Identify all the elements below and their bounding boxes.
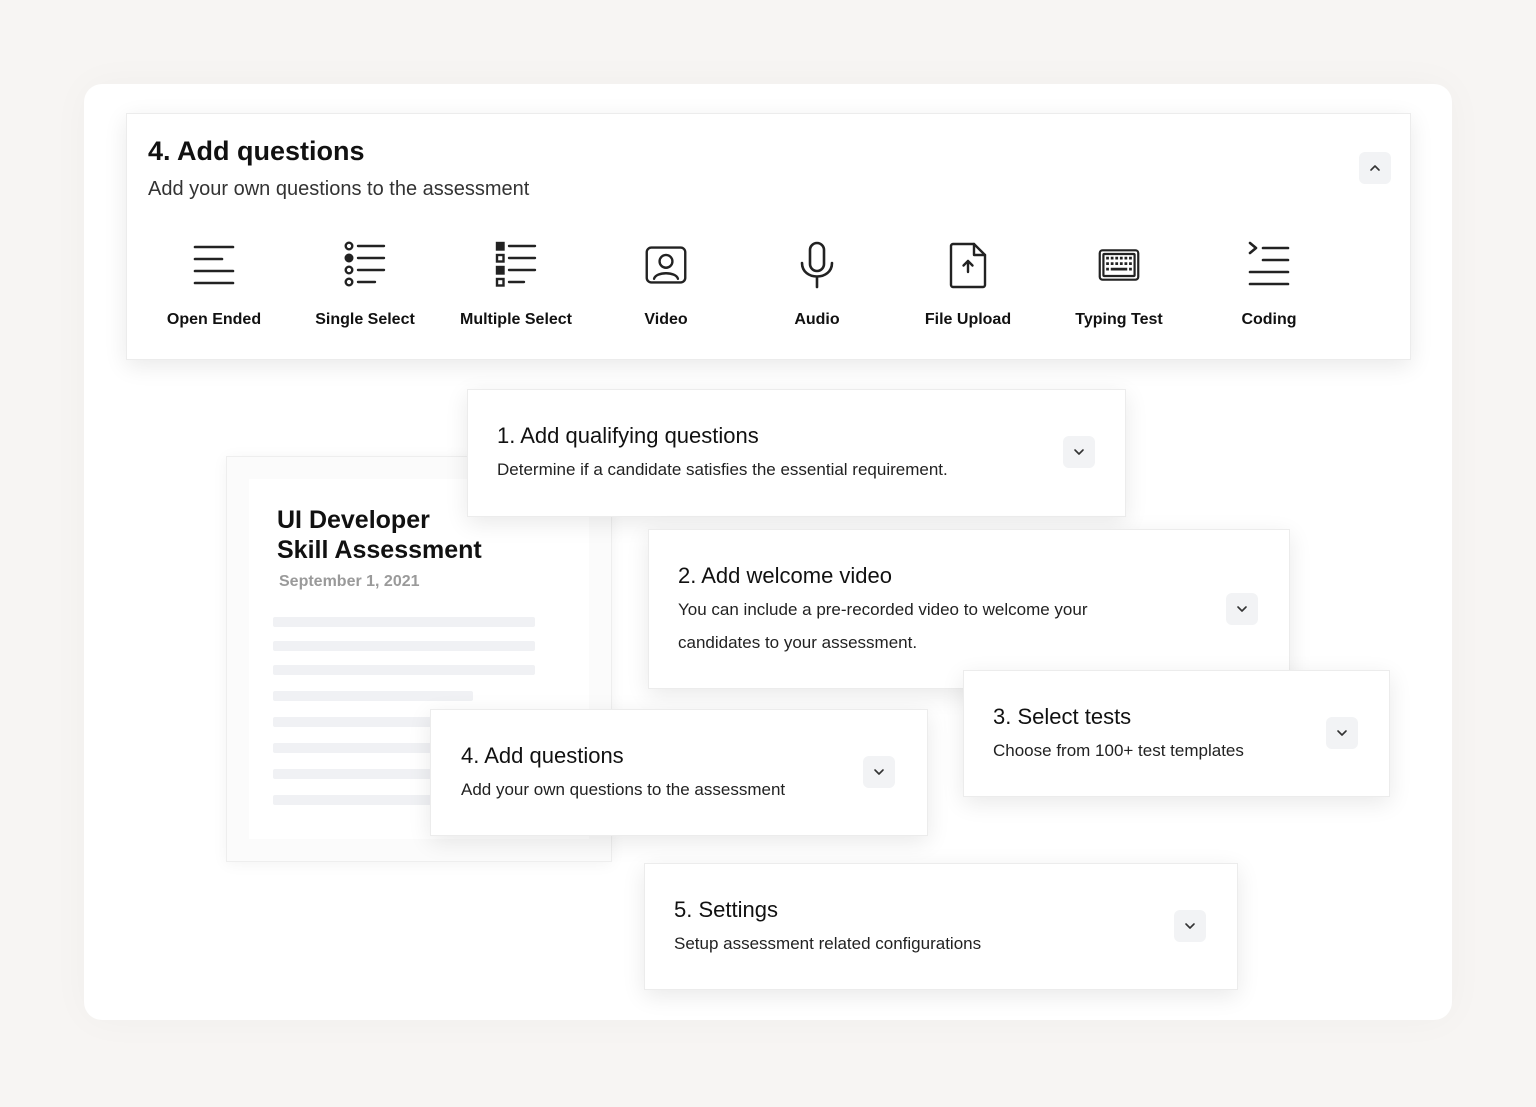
panel-title: 4. Add questions (148, 136, 365, 166)
question-type-label: Multiple Select (459, 311, 573, 328)
step-description: Determine if a candidate satisfies the essential requirement. (497, 460, 948, 479)
question-type-open-ended[interactable] (139, 239, 289, 329)
multiple-select-icon (494, 241, 538, 289)
placeholder-line (273, 641, 535, 651)
question-type-coding[interactable] (1194, 239, 1344, 329)
single-select-icon (343, 241, 387, 289)
step-title: 5. Settings (674, 897, 778, 922)
question-type-label: Typing Test (1075, 311, 1163, 328)
placeholder-line (273, 691, 473, 701)
placeholder-line (273, 665, 535, 675)
expand-button[interactable] (1226, 593, 1258, 625)
video-icon (644, 241, 688, 289)
expand-button[interactable] (1063, 436, 1095, 468)
chevron-down-icon (1072, 445, 1086, 459)
step-title: 2. Add welcome video (678, 563, 893, 588)
microphone-icon (795, 241, 839, 289)
chevron-down-icon (872, 765, 886, 779)
expand-button[interactable] (1326, 717, 1358, 749)
expand-button[interactable] (863, 756, 895, 788)
question-type-typing-test[interactable] (1044, 239, 1194, 329)
placeholder-line (273, 617, 535, 627)
question-type-label: Video (644, 311, 688, 328)
step-card-welcome-video[interactable] (648, 529, 1290, 689)
chevron-up-icon (1368, 161, 1382, 175)
open-ended-icon (192, 241, 236, 289)
step-title: 4. Add questions (461, 743, 624, 768)
chevron-down-icon (1183, 919, 1197, 933)
add-questions-panel (126, 113, 1411, 360)
step-card-add-questions[interactable] (430, 709, 928, 836)
step-description: Setup assessment related configurations (674, 934, 982, 953)
chevron-down-icon (1235, 602, 1249, 616)
question-type-multiple-select[interactable] (441, 239, 591, 329)
step-description: candidates to your assessment. (678, 633, 918, 652)
step-title: 1. Add qualifying questions (497, 423, 759, 448)
panel-subtitle: Add your own questions to the assessment (148, 178, 530, 200)
question-type-label: Open Ended (166, 311, 262, 328)
question-type-video[interactable] (591, 239, 741, 329)
collapse-button[interactable] (1359, 152, 1391, 184)
question-type-audio[interactable] (742, 239, 892, 329)
question-type-label: Audio (794, 311, 840, 328)
document-title: UI Developer Skill Assessment (277, 506, 482, 564)
step-description: You can include a pre-recorded video to welcome your (678, 600, 1088, 619)
question-type-file-upload[interactable] (893, 239, 1043, 329)
expand-button[interactable] (1174, 910, 1206, 942)
document-date: September 1, 2021 (279, 573, 420, 590)
step-description: Choose from 100+ test templates (993, 741, 1244, 760)
step-card-settings[interactable] (644, 863, 1238, 990)
question-type-label: Single Select (315, 311, 415, 328)
file-upload-icon (946, 241, 990, 289)
question-type-single-select[interactable] (290, 239, 440, 329)
step-title: 3. Select tests (993, 704, 1132, 729)
chevron-down-icon (1335, 726, 1349, 740)
step-description: Add your own questions to the assessment (461, 780, 786, 799)
coding-icon (1247, 241, 1291, 289)
step-card-select-tests[interactable] (963, 670, 1390, 797)
step-card-qualifying-questions[interactable] (467, 389, 1126, 517)
question-type-label: Coding (1241, 311, 1297, 328)
keyboard-icon (1097, 241, 1141, 289)
question-type-label: File Upload (924, 311, 1012, 328)
